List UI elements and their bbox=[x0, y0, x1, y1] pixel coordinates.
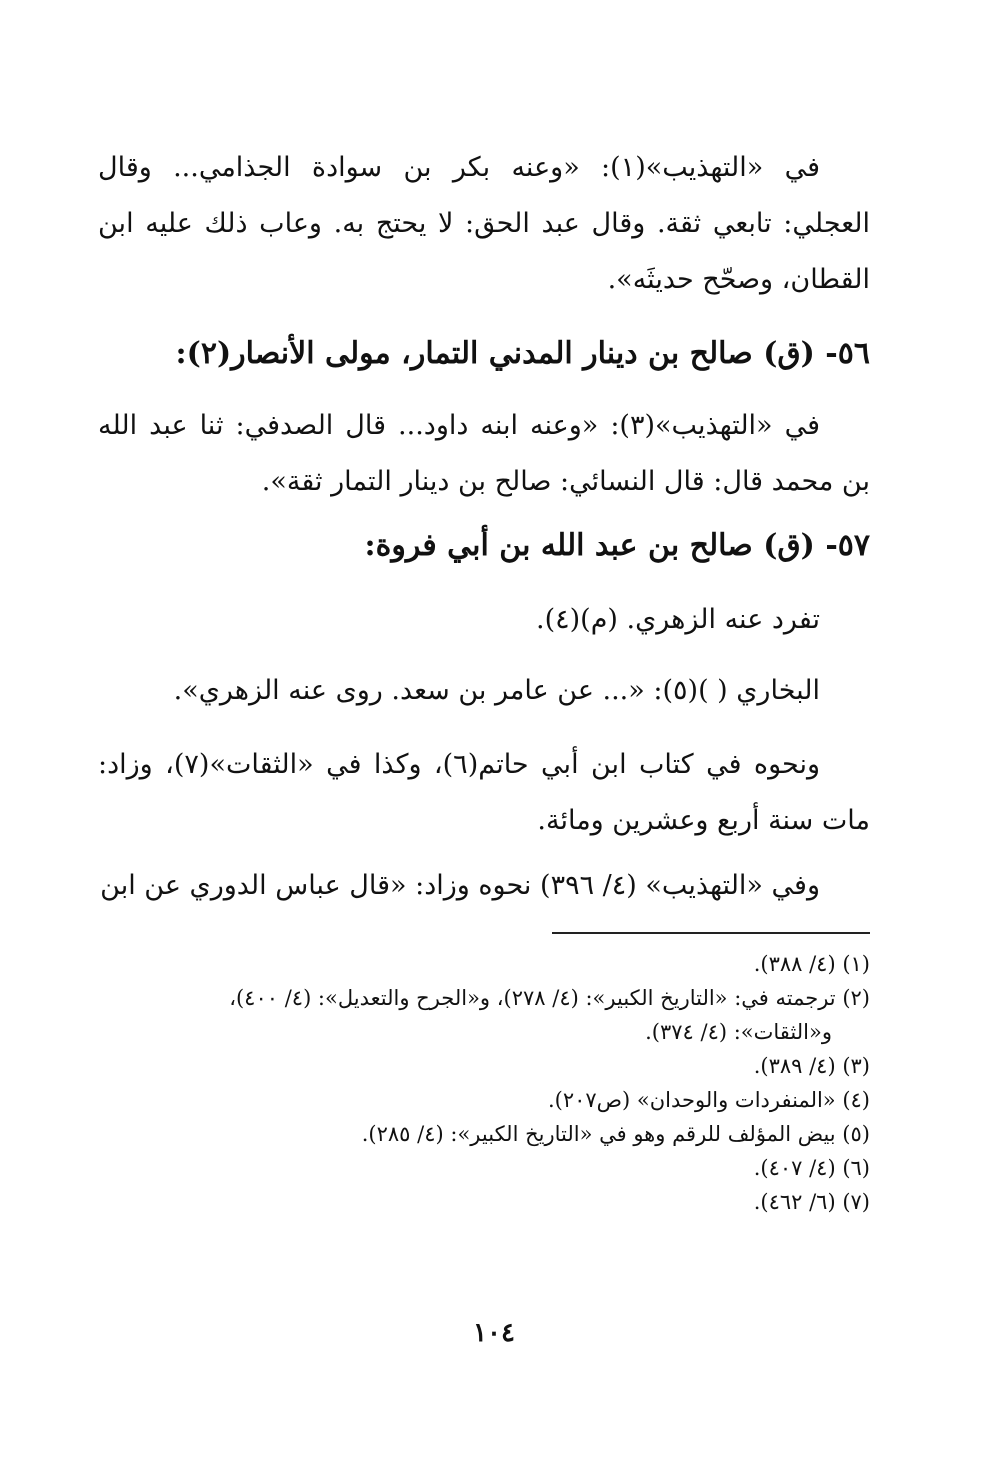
footnote-2: (٢) ترجمته في: «التاريخ الكبير»: (٤/ ٢٧٨)، و«الجرح والتعديل»: (٤/ ٤٠٠)، bbox=[229, 986, 870, 1010]
footnote-5: (٥) بيض المؤلف للرقم وهو في «التاريخ الكبير»: (٤/ ٢٨٥). bbox=[361, 1122, 870, 1146]
paragraph-zuhri-unique: تفرد عنه الزهري. (م)(٤). bbox=[535, 604, 820, 635]
page-number: ١٠٤ bbox=[473, 1318, 515, 1348]
paragraph-abi-hatim: ونحوه في كتاب ابن أبي حاتم(٦)، وكذا في «الثقات»(٧)، وزاد: مات سنة أربع وعشرين ومائة. bbox=[98, 749, 870, 836]
footnote-4: (٤) «المنفردات والوحدان» (ص٢٠٧). bbox=[547, 1088, 870, 1112]
paragraph-bukhari: البخاري ( )(٥): «... عن عامر بن سعد. روى عنه الزهري». bbox=[173, 675, 820, 706]
footnote-3: (٣) (٤/ ٣٨٩). bbox=[753, 1054, 870, 1078]
footnote-1: (١) (٤/ ٣٨٨). bbox=[753, 952, 870, 976]
footnote-2-continued: و«الثقات»: (٤/ ٣٧٤). bbox=[645, 1020, 832, 1044]
entry-heading-56: ٥٦- (ق) صالح بن دينار المدني التمار، مولى الأنصار(٢): bbox=[175, 336, 870, 371]
footnote-7: (٧) (٦/ ٤٦٢). bbox=[753, 1190, 870, 1214]
footnotes bbox=[98, 947, 870, 1219]
entry-heading-57: ٥٧- (ق) صالح بن عبد الله بن أبي فروة: bbox=[364, 528, 870, 563]
paragraph-tahdhib-bakr: في «التهذيب»(١): «وعنه بكر بن سوادة الجذامي... وقال العجلي: تابعي ثقة. وقال عبد الحق: لا يحتج به. وعاب ذلك عليه ابن القطان، وصحّح حديثَه». bbox=[98, 152, 870, 295]
paragraph-tahdhib-abbas: وفي «التهذيب» (٤/ ٣٩٦) نحوه وزاد: «قال عباس الدوري عن ابن bbox=[100, 870, 820, 901]
paragraph-tahdhib-dawud: في «التهذيب»(٣): «وعنه ابنه داود... قال الصدفي: ثنا عبد الله بن محمد قال: قال النسائي: صالح بن دينار التمار ثقة». bbox=[98, 410, 870, 497]
footnote-divider bbox=[552, 932, 870, 934]
footnote-6: (٦) (٤/ ٤٠٧). bbox=[753, 1156, 870, 1180]
